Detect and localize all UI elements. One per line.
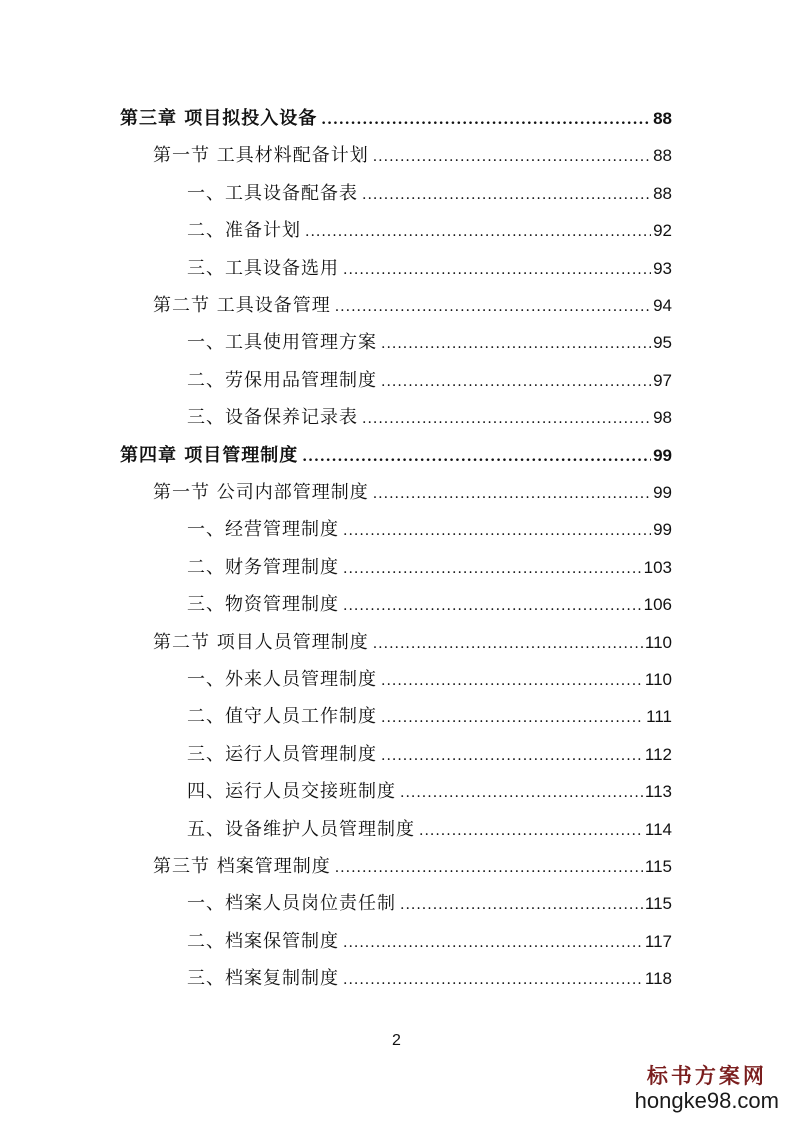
- toc-entry-page: 98: [653, 408, 672, 428]
- toc-entry-title: 三、工具设备选用: [187, 257, 339, 279]
- toc-entry-chapter: [120, 441, 672, 471]
- toc-dot-leader: [400, 785, 643, 801]
- toc-entry-item: [187, 927, 672, 957]
- toc-entry-title: 五、设备维护人员管理制度: [187, 818, 415, 840]
- toc-entry-page: 93: [653, 258, 672, 278]
- toc-entry-page: 106: [643, 595, 672, 615]
- toc-entry-page: 94: [653, 296, 672, 315]
- watermark-brand: 标书方案网: [646, 1063, 767, 1088]
- toc-dot-leader: [373, 636, 643, 652]
- toc-dot-leader: [381, 748, 643, 764]
- toc-entry-title: 三、运行人员管理制度: [187, 743, 377, 765]
- toc-entry-item: [187, 740, 672, 770]
- toc-entry-item: [187, 889, 672, 919]
- toc-entry-item: [187, 964, 672, 994]
- toc-entry-item: [187, 515, 672, 545]
- toc-entry-item: [187, 366, 672, 396]
- toc-entry-title: 二、劳保用品管理制度: [187, 369, 377, 391]
- toc-entry-title: 一、档案人员岗位责任制: [187, 893, 396, 915]
- toc-entry-section: [153, 852, 672, 882]
- toc-dot-leader: [343, 523, 651, 539]
- toc-entry-title: 二、准备计划: [187, 220, 301, 242]
- toc-entry-item: [187, 777, 672, 807]
- toc-entry-page: 110: [644, 670, 672, 689]
- toc-dot-leader: [381, 710, 644, 726]
- toc-entry-page: 115: [644, 857, 672, 876]
- toc-entry-page: 112: [644, 744, 672, 764]
- toc-dot-leader: [362, 187, 651, 203]
- toc-entry-page: 111: [646, 707, 672, 727]
- toc-entry-title: 四、运行人员交接班制度: [187, 781, 396, 803]
- toc-entry-item: [187, 590, 672, 620]
- toc-dot-leader: [343, 262, 651, 278]
- toc-entry-title: 二、值守人员工作制度: [187, 706, 377, 728]
- toc-dot-leader: [343, 972, 643, 988]
- toc-dot-leader: [373, 149, 651, 165]
- toc-entry-section: [153, 628, 672, 658]
- toc-dot-leader: [362, 411, 651, 427]
- toc-entry-page: 118: [644, 969, 672, 989]
- toc-entry-item: [187, 702, 672, 732]
- toc-entry-title: 第一节 工具材料配备计划: [153, 145, 369, 167]
- toc-entry-page: 115: [644, 894, 672, 914]
- toc-entry-page: 92: [653, 221, 672, 241]
- toc-entry-item: [187, 665, 672, 695]
- toc-entry-section: [153, 291, 672, 321]
- toc-entry-title: 第二节 工具设备管理: [153, 295, 331, 316]
- toc-entry-title: 一、经营管理制度: [187, 519, 339, 541]
- toc-entry-page: 117: [644, 931, 672, 951]
- toc-entry-page: 103: [643, 557, 672, 577]
- toc-entry-title: 第三节 档案管理制度: [153, 856, 331, 877]
- toc-entry-title: 一、工具设备配备表: [187, 182, 358, 204]
- toc-entry-item: [187, 815, 672, 845]
- toc-entry-title: 二、档案保管制度: [187, 930, 339, 952]
- toc-dot-leader: [373, 486, 651, 502]
- toc-dot-leader: [381, 336, 651, 352]
- toc-entry-title: 一、外来人员管理制度: [187, 669, 377, 690]
- watermark-logo: [635, 1060, 779, 1114]
- toc-dot-leader: [419, 823, 643, 839]
- toc-entry-section: [153, 478, 672, 508]
- toc-entry-page: 88: [653, 146, 672, 166]
- toc-dot-leader: [400, 897, 643, 913]
- toc-entry-title: 一、工具使用管理方案: [187, 332, 377, 354]
- toc-entry-page: 113: [644, 782, 672, 802]
- toc-entry-item: [187, 403, 672, 433]
- toc-dot-leader: [343, 598, 642, 614]
- toc-entry-item: [187, 179, 672, 209]
- toc-entry-title: 三、设备保养记录表: [187, 407, 358, 429]
- toc-entry-section: [153, 141, 672, 171]
- toc-dot-leader: [343, 561, 642, 577]
- toc-dot-leader: [335, 860, 643, 876]
- toc-entry-page: 99: [653, 483, 672, 502]
- toc-entry-title: 第三章 项目拟投入设备: [120, 108, 318, 129]
- toc-entry-page: 99: [653, 520, 672, 540]
- toc-entry-title: 二、财务管理制度: [187, 556, 339, 578]
- toc-entry-title: 三、物资管理制度: [187, 594, 339, 616]
- toc-dot-leader: [305, 224, 651, 240]
- toc-dot-leader: [381, 673, 643, 689]
- toc-entry-page: 97: [653, 370, 672, 390]
- toc-dot-leader: [335, 299, 651, 315]
- toc-entry-page: 114: [644, 819, 672, 839]
- toc-dot-leader: [321, 112, 651, 128]
- watermark-url: hongke98.com: [634, 1088, 779, 1113]
- toc-entry-title: 第二节 项目人员管理制度: [153, 631, 369, 653]
- toc-entry-page: 99: [653, 445, 672, 465]
- toc-entry-page: 88: [653, 183, 672, 203]
- toc-entry-page: 110: [644, 632, 672, 652]
- toc-entry-title: 第四章 项目管理制度: [120, 444, 299, 466]
- toc-entry-title: 三、档案复制制度: [187, 968, 339, 990]
- toc-entry-item: [187, 216, 672, 246]
- page-number: 2: [392, 1032, 401, 1049]
- toc-entry-title: 第一节 公司内部管理制度: [153, 482, 369, 503]
- toc-entry-page: 95: [653, 333, 672, 353]
- toc-entry-item: [187, 553, 672, 583]
- toc-dot-leader: [381, 374, 651, 390]
- toc-entry-page: 88: [653, 109, 672, 128]
- toc-entry-chapter: [120, 104, 672, 134]
- toc-dot-leader: [302, 449, 651, 465]
- toc-dot-leader: [343, 935, 643, 951]
- toc-entry-item: [187, 254, 672, 284]
- toc-entry-item: [187, 328, 672, 358]
